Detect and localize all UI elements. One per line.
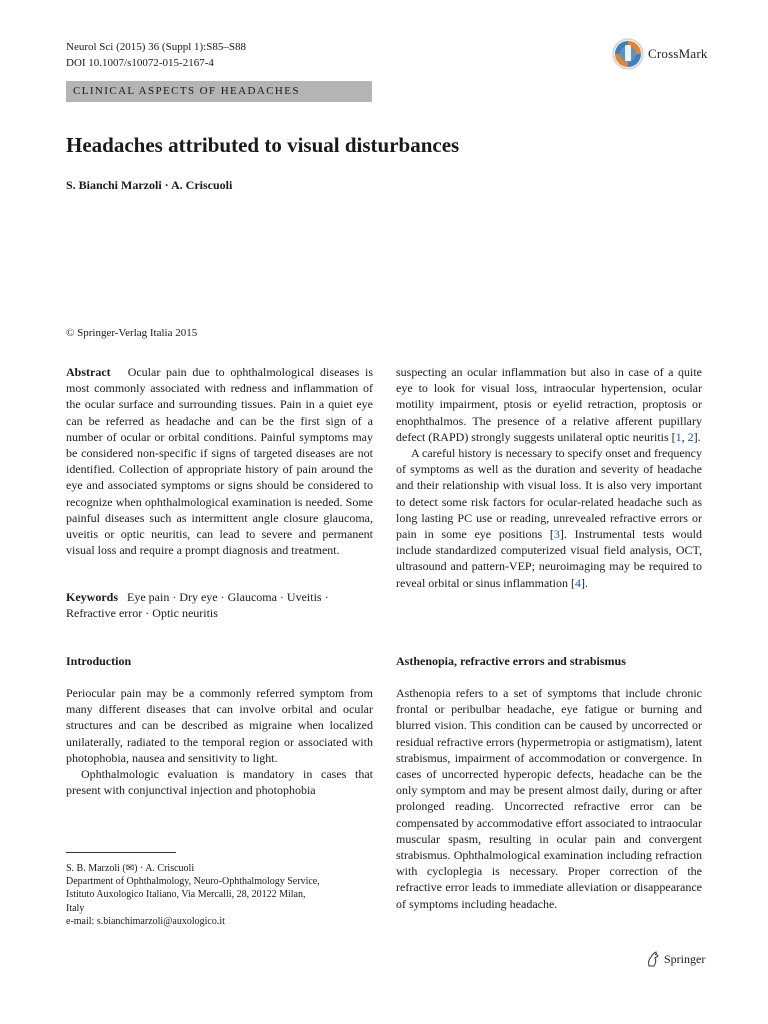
abstract-label: Abstract [66, 365, 111, 379]
affiliation-line-3: Italy [66, 902, 85, 914]
abstract-block [66, 364, 373, 558]
asthenopia-paragraph: Asthenopia refers to a set of symptoms that include chronic frontal or peribulbar headache, eye fatigue or burning and blurred vision. This condition can be caused by uncorrected or residual refractive errors (hypermetropia or astigmatism), latent strabismus, impairment of accommodation or convergence. In cases of uncorrected hyperopic defects, headache can be the only symptom and may be present almost daily, during or after prolonged reading. Uncorrected refractive error can be compensated by accommodative effort associated to intraocular muscular spasm, resulting in ocular pain and convergent strabismus. Ophthalmological examination including refraction with cycloplegia is necessary. Proper correction of the refractive error leads to immediate alleviation or disappearance of symptoms including headache. [396, 686, 702, 911]
introduction-body [66, 685, 373, 798]
introduction-heading: Introduction [66, 654, 132, 668]
reference-link-1[interactable]: 1 [675, 429, 682, 444]
article-title: Headaches attributed to visual disturbances [66, 133, 460, 157]
asthenopia-heading: Asthenopia, refractive errors and strabismus [396, 654, 626, 668]
abstract-text: Ocular pain due to ophthalmological diseases is most commonly associated with redness and inflammation of the ocular surface and surrounding tissues. Pain in a quiet eye can be referred as headache and can be the first sign of a number of ocular or orbital conditions. Painful symptoms may be considered non-specific if signs of targeted diseases are not identified. Collection of appropriate history of pain around the eye and associated symptoms or signs should be considered to recognize when ophthalmological examination is needed. Some painful diseases such as intermittent angle closure glaucoma, uveitis or optic neuritis, can lead to severe and permanent visual loss and require a prompt diagnosis and treatment. [66, 365, 374, 558]
crossmark-label: CrossMark [648, 46, 708, 61]
author-affiliation [66, 862, 373, 928]
introduction-paragraph-2: Ophthalmologic evaluation is mandatory in cases that present with conjunctival injection and photophobia [66, 767, 373, 798]
right-paragraph-2: A careful history is necessary to specify onset and frequency of symptoms as well as the duration and severity of headache and their relationship with visual loss. It is also very important to detect some risk factors for ocular-related headache such as long lasting PC use or reading, unrevealed refractive errors or pain in some eye positions [3]. Instrumental tests would include standardized computerized visual field analysis, OCT, ultrasound and pattern-VEP; neuroimaging may be required to reveal orbital or sinus inflammation [4]. [396, 446, 702, 590]
springer-horse-icon [646, 951, 660, 967]
right-paragraph-1: suspecting an ocular inflammation but also in case of a quite eye to look for visual loss, intraocular hypertension, ocular motility impairment, ptosis or eyelid retraction, proptosis or enophthalmos. The presence of a relative afferent pupillary defect (RAPD) strongly suggests unilateral optic neuritis [1, 2]. [396, 365, 702, 444]
journal-volume-line: Neurol Sci (2015) 36 (Suppl 1):S85–S88 [66, 41, 246, 53]
category-banner: CLINICAL ASPECTS OF HEADACHES [66, 81, 372, 102]
asthenopia-body [396, 685, 702, 912]
footnote-divider [66, 852, 176, 853]
publisher-name: Springer [664, 951, 706, 966]
keywords-label: Keywords [66, 590, 118, 604]
copyright-notice: © Springer-Verlag Italia 2015 [66, 327, 198, 339]
affiliation-line-1: Department of Ophthalmology, Neuro-Ophthalmology Service, [66, 876, 320, 888]
author-list[interactable]: S. Bianchi Marzoli · A. Criscuoli [66, 178, 233, 192]
email-line[interactable]: e-mail: s.bianchimarzoli@auxologico.it [66, 915, 225, 927]
reference-link-4[interactable]: 4 [574, 575, 581, 590]
keywords-block [66, 589, 373, 621]
crossmark-badge[interactable] [612, 38, 708, 70]
crossmark-icon [612, 38, 644, 70]
reference-link-2[interactable]: 2 [687, 429, 694, 444]
introduction-paragraph-1: Periocular pain may be a commonly referred symptom from many different diseases that can involve orbital and ocular structures and can be described as migraine when localized unilaterally, radiated to the temporal region or associated with photophobia, nausea and sensitivity to light. [66, 686, 373, 765]
publisher-logo [646, 951, 705, 967]
right-column-top [396, 364, 702, 591]
correspondence-line: S. B. Marzoli (✉) · A. Criscuoli [66, 863, 195, 874]
journal-citation [66, 39, 246, 71]
doi-line: DOI 10.1007/s10072-015-2167-4 [66, 57, 214, 69]
affiliation-line-2: Istituto Auxologico Italiano, Via Mercalli, 28, 20122 Milan, [66, 889, 306, 901]
reference-link-3[interactable]: 3 [553, 527, 560, 542]
keywords-text: Eye pain · Dry eye · Glaucoma · Uveitis · Refractive error · Optic neuritis [66, 590, 329, 621]
